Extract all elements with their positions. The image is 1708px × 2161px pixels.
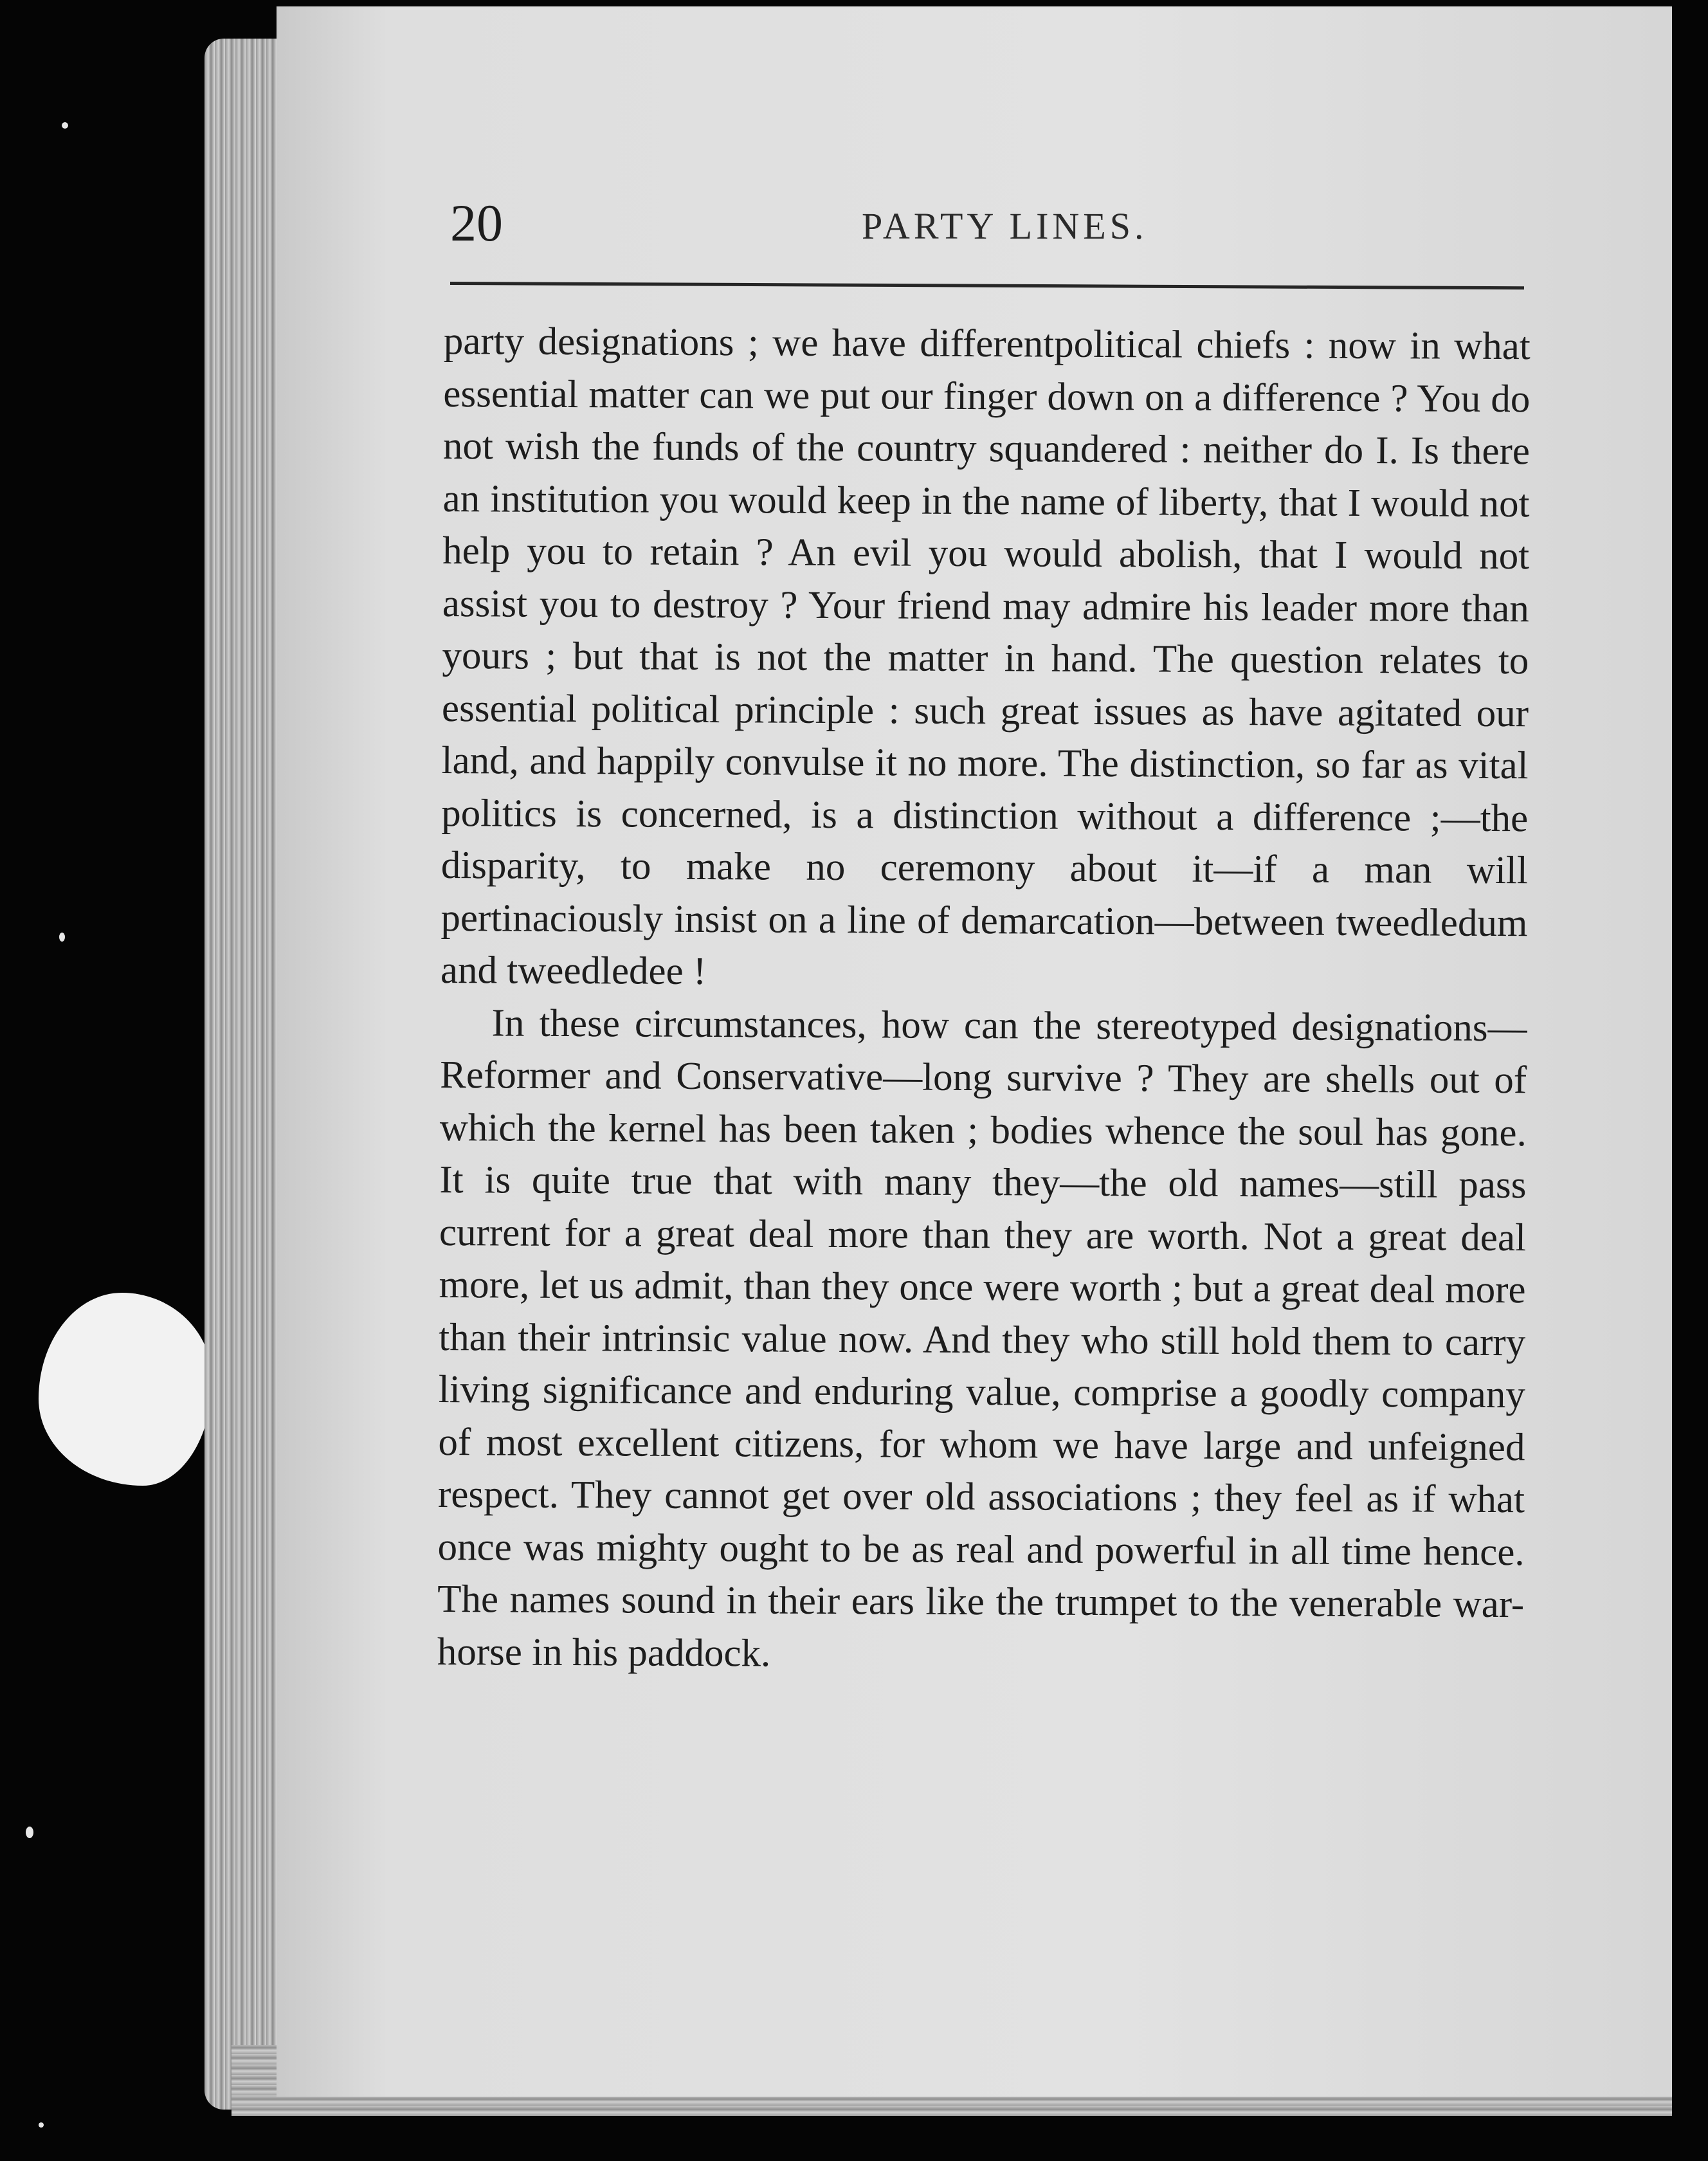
- running-title: PARTY LINES.: [862, 205, 1148, 247]
- body-text: [437, 315, 1531, 1683]
- dust-speck: [26, 1827, 33, 1838]
- dust-speck: [62, 122, 68, 129]
- dust-speck: [59, 933, 65, 942]
- paragraph: party designations ; we have differentpolitical chiefs : now in what essential matter can we put our finger down on a difference ? You do not wish the funds of the country squandered : neither do I. Is there an institution you would keep in the name of liberty, that I would not help you to retain ? An evil you would abolish, that I would not assist you to destroy ? Your friend may admire his leader more than yours ; but that is not the matter in hand. The question relates to essential political principle : such great issues as have agitated our land, and happily convulse it no more. The distinction, so far as vital politics is concerned, is a distinction without a difference ;—the disparity, to make no ceremony about it—if a man will pertinaciously insist on a line of demarcation—between tweedledum and tweedledee !: [440, 319, 1531, 994]
- paper-fragment: [39, 1293, 212, 1486]
- paragraph: In these circumstances, how can the stereotyped designations—Reformer and Conservative—long survive ? They are shells out of which the kernel has been taken ; bodies whence the soul has gone. It is quite true that with many they—the old names—still pass current for a great deal more than they are worth. Not a great deal more, let us admit, than they once were worth ; but a great deal more than their intrinsic value now. And they who still hold them to carry living significance and enduring value, comprise a goodly company of most excellent citizens, for whom we have large and unfeigned respect. They cannot get over old associations ; they feel as if what once was mighty ought to be as real and powerful in all time hence. The names sound in their ears like the trumpet to the venerable war-horse in his paddock.: [437, 1001, 1527, 1675]
- dust-speck: [39, 2122, 44, 2128]
- page-number: 20: [450, 194, 503, 252]
